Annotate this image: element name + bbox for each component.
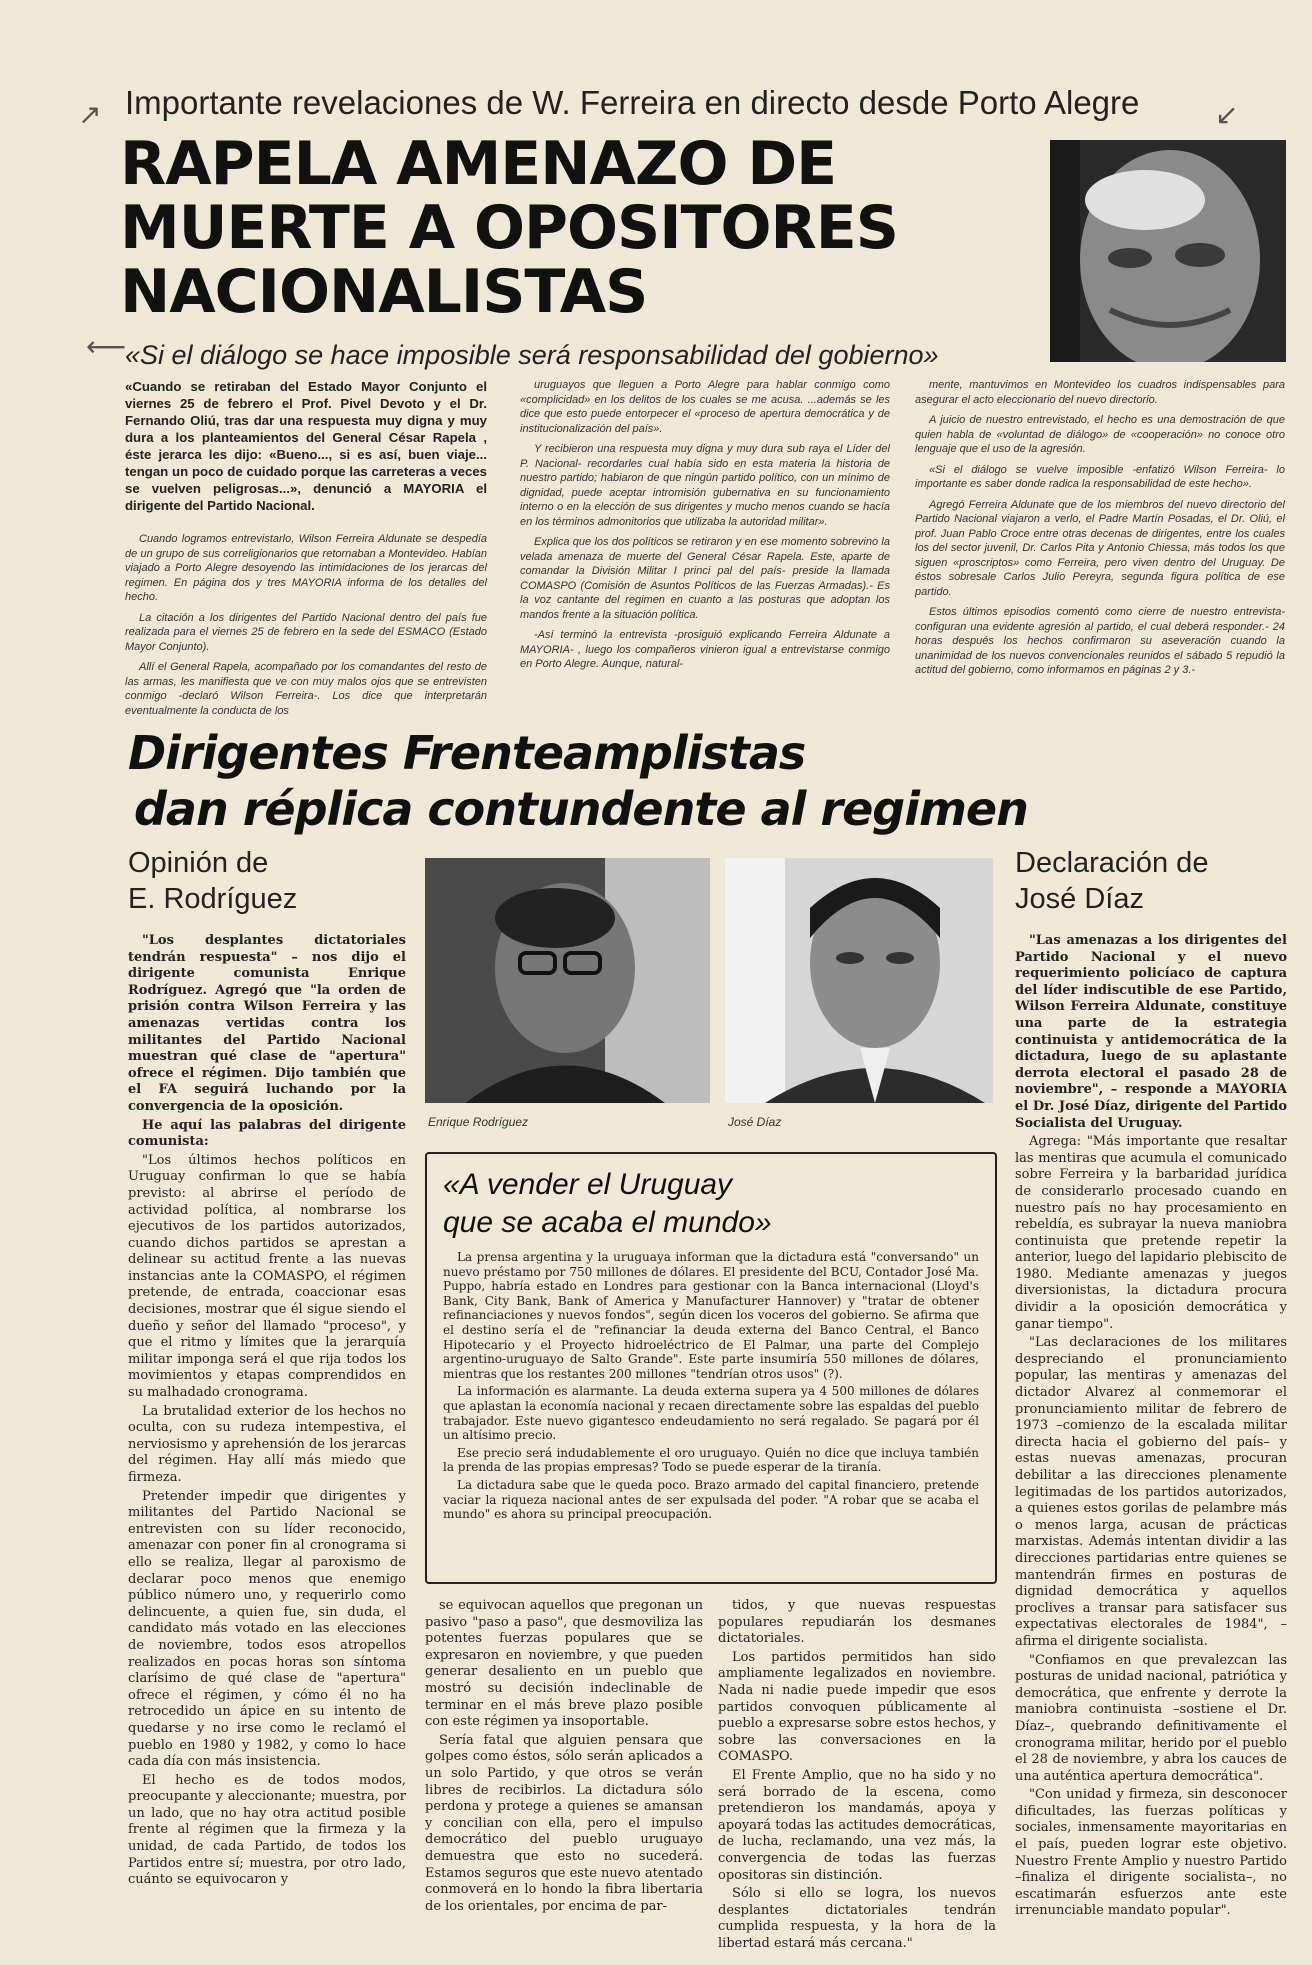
caption-diaz: José Díaz bbox=[728, 1115, 782, 1129]
paragraph: -Así terminó la entrevista -prosiguió explicando Ferreira Aldunate a MAYORIA- , luego los compañeros vinieron igual a entrevistarse conmigo en Porto Alegre. Aunque, natural- bbox=[520, 629, 890, 670]
rodriguez-column bbox=[128, 933, 406, 1958]
paragraph: Estos últimos episodios comentó como cierre de nuestro entrevista- configuran una evidente agresión al partido, el cual deberá responder.- 24 horas después los hechos confirmaron su aseveración cuando la unanimidad de los nuevos convencionales reunidos el sábado 5 repudió la actitud del gobierno, como informamos en páginas 2 y 3.- bbox=[915, 606, 1285, 676]
paragraph: El Frente Amplio, que no ha sido y no será borrado de la escena, como pretendieron los mandamás, apoya y apoyará todas las actitudes democráticas, de lucha, reclamando, una vez más, la convergencia de todas las fuerzas opositoras sin distinción. bbox=[718, 1767, 996, 1883]
paragraph: He aquí las palabras del dirigente comunista: bbox=[128, 1117, 406, 1150]
paragraph: La dictadura sabe que le queda poco. Brazo armado del capital financiero, pretende vaciar la riqueza nacional antes de ser expulsada del poder. "A robar que se acaba el mundo" es ahora su principal preocupación. bbox=[443, 1477, 979, 1522]
headline-line: dan réplica contundente al regimen bbox=[134, 782, 1028, 836]
boxed-article bbox=[425, 1152, 997, 1584]
caption-rodriguez: Enrique Rodríguez bbox=[428, 1115, 529, 1129]
story1-col3 bbox=[915, 378, 1285, 723]
paragraph: Allí el General Rapela, acompañado por los comandantes del resto de las armas, les manifiesta que ve con muy malos ojos que se entrevisten conmigo -declaró Wilson Ferreira-. Los dice que interpretarán eventualmente la conducta de los bbox=[125, 661, 487, 717]
left-opinion-title bbox=[128, 845, 358, 917]
title-line: José Díaz bbox=[1015, 883, 1144, 915]
kicker: Importante revelaciones de W. Ferreira en directo desde Porto Alegre bbox=[125, 84, 1140, 121]
story1-col1 bbox=[125, 378, 487, 723]
box-title-line: que se acaba el mundo» bbox=[443, 1206, 772, 1239]
paragraph: La citación a los dirigentes del Partido Nacional dentro del país fue realizada para el viernes 25 de febrero en la sede del ESMACO (Estado Mayor Conjunto). bbox=[125, 611, 487, 653]
headline-line: MUERTE A OPOSITORES bbox=[120, 193, 898, 263]
paragraph: La brutalidad exterior de los hechos no oculta, con su rudeza intempestiva, el nerviosismo y aprehensión de los jerarcas del régimen. Hay allí más miedo que firmeza. bbox=[128, 1403, 406, 1485]
diaz-photo bbox=[725, 858, 993, 1103]
paragraph: Cuando logramos entrevistarlo, Wilson Ferreira Aldunate se despedía de un grupo de sus correligionarios que retornaban a Montevideo. Habían viajado a Porto Alegre desoyendo las intimidaciones de los jerarcas del regimen. En página dos y tres MAYORIA informa de los detalles del hecho. bbox=[125, 533, 487, 603]
paragraph: "Las amenazas a los dirigentes del Partido Nacional y el nuevo requerimiento policíaco de captura del líder indiscutible de ese Partido, Wilson Ferreira Aldunate, constituye una parte de la estrategia continuista y antidemocrática de la dictadura, luego de su aplastante derrota electoral el pasado 28 de noviembre", – responde a MAYORIA el Dr. José Díaz, dirigente del Partido Socialista del Uruguay. bbox=[1015, 933, 1287, 1131]
paragraph: Agrega: "Más importante que resaltar las mentiras que acumula el comunicado sobre Ferreira y la barbaridad jurídica de considerarlo procesado cuando en nuestro país no hay procesamiento en rebeldía, es subrayar la nueva maniobra continuista que pretende repetir la anterior, luego del lapidario plebiscito de 1980. Mediante amenazas y juegos diversionistas, la dictadura procura dividir a la oposición democrática y ganar tiempo". bbox=[1015, 1134, 1287, 1332]
paragraph: Agregó Ferreira Aldunate que de los miembros del nuevo directorio del Partido Nacional viajaron a verlo, el Padre Martín Posadas, el Dr. Oliú, el prof. Juan Pablo Croce entre otras decenas de dirigentes, entre los cuales los del sector juvenil, Dr. Carlos Pita y Antonio Chiessa, más todos los que siguen «proscriptos» como Ferreira, pero viven dentro del Uruguay. De éstos sobresale Carlos Julio Pereyra, segunda figura política de ese partido. bbox=[915, 498, 1285, 598]
box-title-line: «A vender el Uruguay bbox=[443, 1168, 733, 1201]
lead-paragraph: «Cuando se retiraban del Estado Mayor Conjunto el viernes 25 de febrero el Prof. Pivel Devoto y el Dr. Fernando Oliú, tras dar una respuesta muy digna y muy dura a los planteamientos del General César Rapela , éste jerarca les dijo: «Bueno..., si es así, buen viaje... tengan un poco de cuidado porque las carreteras a veces se vuelven peligrosas...», denunció a MAYORIA el dirigente del Partido Nacional. bbox=[125, 379, 487, 513]
paragraph: Y recibieron una respuesta muy digna y muy dura sub raya el Líder del P. Nacional- recordarles cual había sido en esta materia la historia de nuestro partido; habiaron de que ningún partido político, con un mínimo de dignidad, puede aceptar intromisión gubernativa en su funcionamiento interno o en la elección de sus dirigentes y mucho menos cuando se hacía en los términos admonitorios que utilizaba la autoridad militar». bbox=[520, 443, 890, 528]
paragraph: "Los desplantes dictatoriales tendrán respuesta" – nos dijo el dirigente comunista Enrique Rodríguez. Agregó que "la orden de prisión contra Wilson Ferreira y las amenazas vertidas contra los militantes del Partido Nacional muestran qué clase de "apertura" ofrece el régimen. Dijo también que el FA seguirá luchando por la convergencia de la oposición. bbox=[128, 933, 406, 1114]
headline-line: NACIONALISTAS bbox=[120, 257, 648, 327]
ferreira-portrait-photo bbox=[1050, 140, 1286, 362]
paragraph: Sólo si ello se logra, los nuevos desplantes dictatoriales tendrán cumplida respuesta, y la hora de la libertad estará más cercana." bbox=[718, 1886, 996, 1951]
headline-line: RAPELA AMENAZO DE bbox=[120, 129, 837, 199]
right-opinion-title bbox=[1015, 845, 1285, 917]
arrow-mark-left-icon: ↗ bbox=[78, 98, 102, 131]
diaz-column bbox=[1015, 933, 1287, 1958]
rodriguez-continuation-col1 bbox=[425, 1598, 703, 1958]
paragraph: mente, mantuvimos en Montevideo los cuadros indispensables para asegurar el acto eleccionario del nuevo directorio. bbox=[915, 379, 1285, 406]
main-headline bbox=[120, 129, 1020, 327]
paragraph: "Confiamos en que prevalezcan las posturas de unidad nacional, patriótica y democrática, que enfrente y derrote la maniobra continuista –sostiene el Dr. Díaz–, quebrando definitivamente el cronograma militar, herido por el pueblo el 28 de noviembre, y abra los cauces de una auténtica apertura democrática". bbox=[1015, 1652, 1287, 1784]
story2-headline bbox=[128, 725, 1228, 837]
paragraph: La información es alarmante. La deuda externa supera ya 4 500 millones de dólares que aplastan la economía nacional y recaen directamente sobre las espaldas del pueblo trabajador. Este nuevo gigantesco endeudamiento no será regalado. Se pagará por él un altísimo precio. bbox=[443, 1384, 979, 1443]
story1-col2 bbox=[520, 378, 890, 723]
paragraph: A juicio de nuestro entrevistado, el hecho es una demostración de que quien habla de «voluntad de diálogo» de «cooperación» no conoce otro lenguaje que el uso de la agresión. bbox=[915, 414, 1285, 455]
paragraph: Ese precio será indudablemente el oro uruguayo. Quién no dice que incluya también la prenda de las propias empresas? Todo se puede esperar de la tiranía. bbox=[443, 1445, 979, 1475]
paragraph: Pretender impedir que dirigentes y militantes del Partido Nacional se entrevisten con su líder reconocido, amenazar con poner fin al cronograma si ello se realiza, llegar al paroxismo de declarar poco menos que enemigo público número uno, y requerirlo como delincuente, a quien fue, sin duda, el candidato más votado en las elecciones de noviembre, todos esos atropellos realizados en pocas horas son síntoma clarísimo de qué clase de "apertura" ofrece el régimen, y cómo él no ha retrocedido un ápice en su intento de quedarse y no irse como le reclamó el pueblo en 1980 y 1982, y como lo hace cada día con más insistencia. bbox=[128, 1488, 406, 1770]
paragraph: El hecho es de todos modos, preocupante y aleccionante; muestra, por un lado, que no hay otra actitud posible frente al régimen que la firmeza y la unidad, de cada Partido, de todos los Partidos entre sí; muestra, por otro lado, cuánto se equivocaron y bbox=[128, 1772, 406, 1888]
paragraph: Sería fatal que alguien pensara que golpes como éstos, sólo serán aplicados a un solo Partido, y que otros se verán libres de recibirlos. La dictadura sólo perdona y protege a quienes se amansan y concilian con ella, pero el impulso democrático del pueblo uruguayo demuestra que esto no sucederá. Estamos seguros que este nuevo atentado conmoverá en lo hondo la fibra libertaria de los orientales, por encima de par- bbox=[425, 1732, 703, 1914]
deck-quote: «Si el diálogo se hace imposible será responsabilidad del gobierno» bbox=[125, 340, 939, 370]
paragraph: "Con unidad y firmeza, sin desconocer dificultades, las fuerzas políticas y sociales, inmensamente mayoritarias en el país, pueden lograr este objetivo. Nuestro Frente Amplio y nuestro Partido –finaliza el dirigente socialista–, no escatimarán esfuerzos ante este irrenunciable mandato popular". bbox=[1015, 1787, 1287, 1919]
arrow-mark-right-icon: ↙ bbox=[1215, 98, 1239, 131]
title-line: Opinión de bbox=[128, 847, 269, 879]
paragraph: uruguayos que lleguen a Porto Alegre para hablar conmigo como «complicidad» en los delitos de los cuales se me acusa. ...además se les dice que esto puede entorpecer el «proceso de apertura democrática y de institucionalización del país». bbox=[520, 379, 890, 435]
paragraph: "Las declaraciones de los militares despreciando el pronunciamiento popular, las mentiras y amenazas del dictador Alvarez al conmemorar el pronunciamiento militar de febrero de 1973 –comienzo de la escalada militar directa hacia el gobierno del país– y estas nuevas amenazas, procuran debilitar a las direcciones plenamente legitimadas de los partidos autorizados, a quienes estos gorilas de pelambre más o menos larga, acusan de prácticas marxistas. Además intentan dividir a las direcciones partidarias entre quienes se mantendrán firmes en posturas de dignidad democrática y aquellos proclives a transar para satisfacer sus expectativas electorales de 1984", – afirma el dirigente socialista. bbox=[1015, 1335, 1287, 1649]
paragraph: se equivocan aquellos que pregonan un pasivo "paso a paso", que desmoviliza las potentes fuerzas populares que se expresaron en noviembre, y que pueden generar desaliento en un pueblo que mostró su decisión indeclinable de terminar en el más breve plazo posible con este régimen ya insoportable. bbox=[425, 1598, 703, 1730]
paragraph: Los partidos permitidos han sido ampliamente legalizados en noviembre. Nada ni nadie puede impedir que esos partidos convoquen públicamente al pueblo a expresarse sobre estos hechos, y sobre las conversaciones en la COMASPO. bbox=[718, 1649, 996, 1765]
headline-line: Dirigentes Frenteamplistas bbox=[128, 726, 806, 780]
paragraph: La prensa argentina y la uruguaya informan que la dictadura está "conversando" un nuevo préstamo por 750 millones de dólares. El presidente del BCU, Contador José Ma. Puppo, habría estado en Londres para gestionar con la Banca internacional (Lloyd's Bank, City Bank, Bank of America y Manufacturer Hannover) y "tratar de obtener refinanciaciones y nuevos fondos", según dicen los voceros del gobierno. Se afirma que el destino sería el de "refinanciar la deuda externa del Banco Central, el Banco Hipotecario y el Proyecto hidroeléctrico de El Palmar, una parte del Complejo argentino-uruguayo de Salto Grande". Este parte insumiría 550 millones de dólares, mientras que los restantes 200 millones "tendrían otros usos" (?). bbox=[443, 1250, 979, 1381]
title-line: E. Rodríguez bbox=[128, 883, 298, 915]
paragraph: Explica que los dos políticos se retiraron y en ese momento sobrevino la velada amenaza de muerte del General César Rapela. Este, aparte de comandar la División Militar I princi pal del país- preside la llamada COMASPO (Comisión de Asuntos Políticos de las Fuerzas Armadas).- Es la voz cantante del regimen en cuanto a las posturas que adoptan los mandos frente a la situación política. bbox=[520, 536, 890, 621]
paragraph: tidos, y que nuevas respuestas populares repudiarán los desmanes dictatoriales. bbox=[718, 1598, 996, 1647]
arrow-mark-deck-icon: ⟵ bbox=[86, 330, 127, 363]
paragraph: "Los últimos hechos políticos en Uruguay confirman lo que se había previsto: al abrirse el período de actividad política, al nombrarse los ejecutivos de los partidos autorizados, cuando dichos partidos se aprestan a delinear su actitud frente a las nuevas instancias ante la COMASPO, el régimen pretende, de entrada, coaccionar esas decisiones, mostrar que él sigue siendo el dueño y señor del llamado "proceso", y que el ritmo y límites que la jerarquía militar imponga será el que rija todos los movimientos y etapas comprendidos en su malhadado cronograma. bbox=[128, 1152, 406, 1401]
paragraph: «Si el diálogo se vuelve imposible -enfatizó Wilson Ferreira- lo importante es saber donde radica la responsabilidad de este hecho». bbox=[915, 463, 1285, 490]
title-line: Declaración de bbox=[1015, 847, 1209, 879]
rodriguez-photo bbox=[425, 858, 710, 1103]
rodriguez-continuation-col2 bbox=[718, 1598, 996, 1958]
